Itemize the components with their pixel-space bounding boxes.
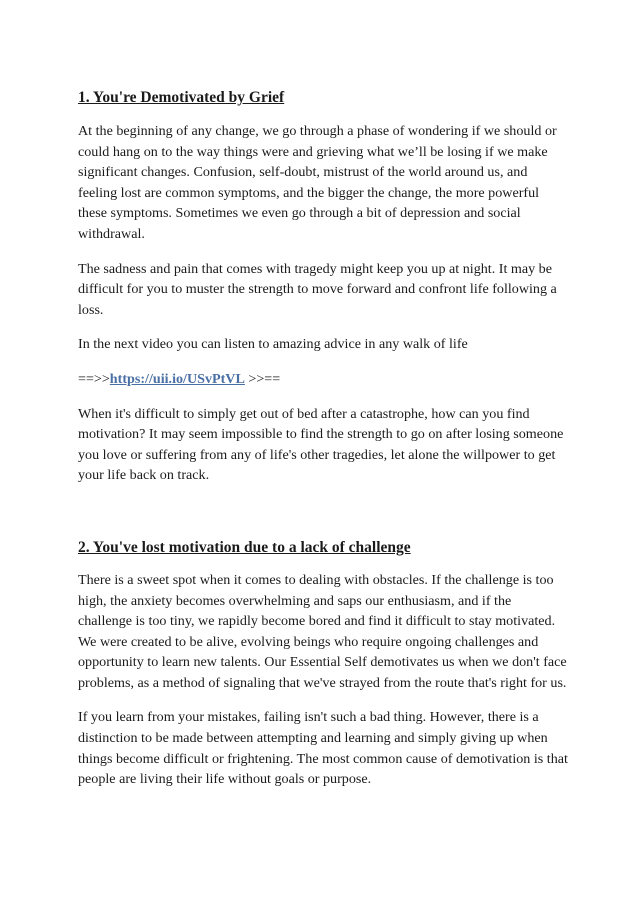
section-1-heading: 1. You're Demotivated by Grief (78, 89, 285, 106)
section-2-heading: 2. You've lost motivation due to a lack of challenge (78, 538, 411, 556)
section-1-paragraph-3: In the next video you can listen to amazing advice in any walk of life (78, 336, 468, 353)
section-2-paragraph-1: There is a sweet spot when it comes to dealing with obstacles. If the challenge is too high, the anxiety becomes overwhelming and saps our enthusiasm, and if the challenge is too tiny, we rapidly become bored and find it difficult to stay motivated. We were created to be alive, evolving beings who require ongoing challenges and opportunity to learn new talents. Our Essential Self demotivates us when we don't face problems, as a method of signaling that we've strayed from the route that's right for us. (78, 571, 567, 691)
section-1-paragraph-2: The sadness and pain that comes with tragedy might keep you up at night. It may be difficult for you to muster the strength to move forward and confront life following a loss. (78, 260, 557, 318)
video-link[interactable]: https://uii.io/USvPtVL (109, 370, 245, 387)
link-suffix: >>== (244, 370, 281, 387)
link-prefix: ==>> (78, 370, 110, 387)
section-1-paragraph-1: At the beginning of any change, we go through a phase of wondering if we should or could hang on to the way things were and grieving what we’ll be losing if we make significant changes. Confusion, self-doubt, mistrust of the world around us, and feeling lost are common symptoms, and the bigger the change, the more powerful these symptoms. Sometimes we even go through a bit of depression and social withdrawal. (78, 123, 557, 242)
section-1-paragraph-4: When it's difficult to simply get out of bed after a catastrophe, how can you find motivation? It may seem impossible to find the strength to go on after losing someone you love or suffering from any of life's other tragedies, let alone the willpower to get your life back on track. (78, 405, 564, 484)
section-2-paragraph-2: If you learn from your mistakes, failing isn't such a bad thing. However, there is a distinction to be made between attempting and learning and simply giving up when things become difficult or frightening. The most common cause of demotivation is that people are living their life without goals or purpose. (78, 709, 568, 788)
video-link-line (78, 369, 568, 390)
document-page (78, 88, 568, 790)
